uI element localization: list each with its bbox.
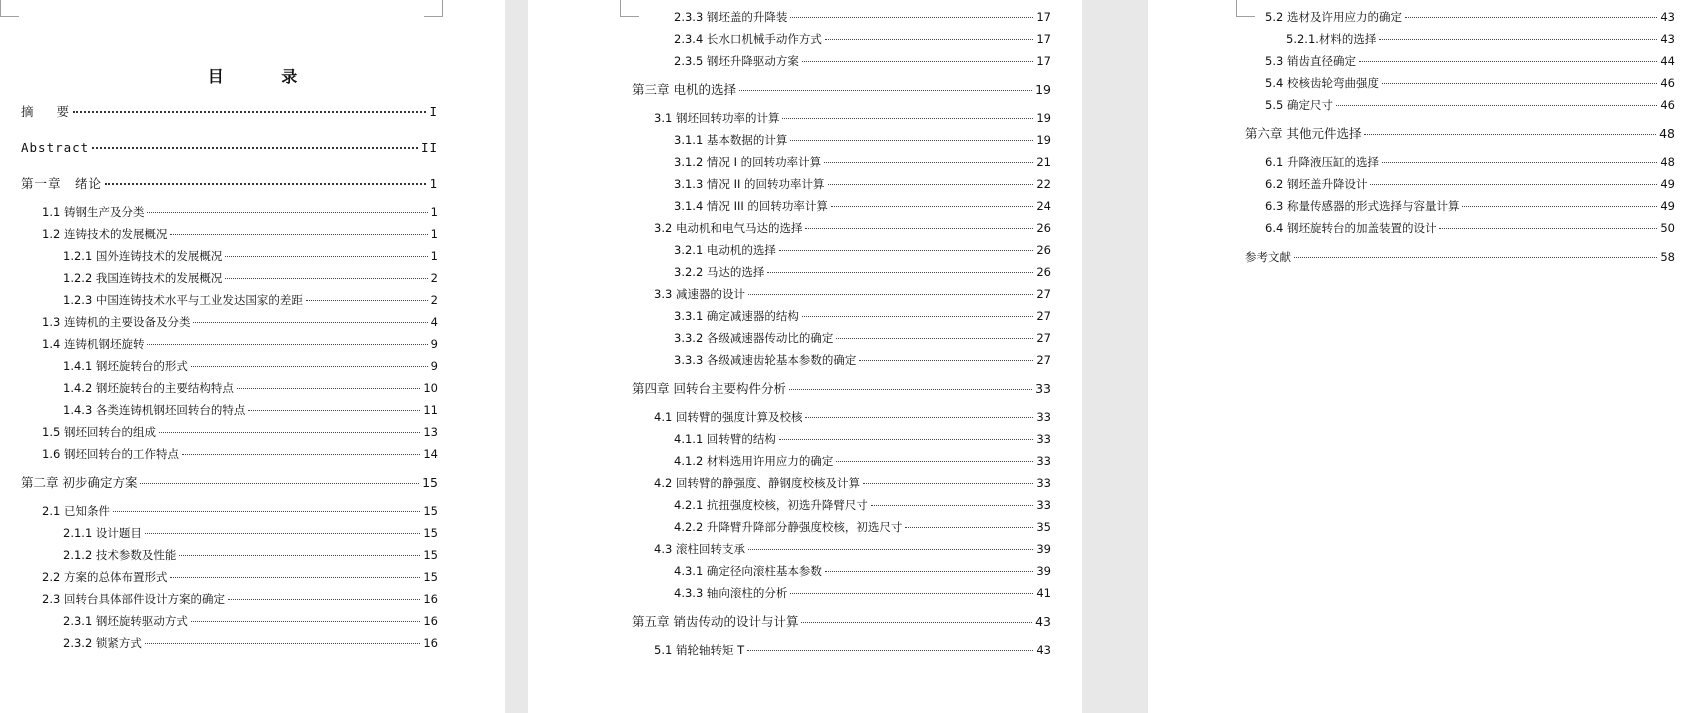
toc-entry-label: 2.3.4 长水口机械手动作方式 — [674, 32, 822, 46]
margin-corner-mark — [1236, 0, 1255, 17]
toc-entry[interactable] — [632, 82, 1051, 98]
toc-entry[interactable] — [674, 176, 1051, 192]
margin-corner-mark — [424, 0, 443, 17]
toc-dot-leader — [147, 212, 427, 213]
toc-dot-leader — [779, 250, 1033, 251]
toc-entry-label: 4.2.2 升降臂升降部分静强度校核，初选尺寸 — [674, 520, 903, 534]
toc-page-number: 27 — [1036, 287, 1051, 301]
toc-dot-leader — [1439, 228, 1657, 229]
toc-page-number: 35 — [1036, 520, 1051, 534]
toc-entry-label: 3.3 减速器的设计 — [654, 287, 745, 301]
toc-entry-label: 第四章 回转台主要构件分析 — [632, 381, 786, 396]
toc-page-number: 49 — [1660, 177, 1675, 191]
toc-dot-leader — [825, 39, 1033, 40]
toc-entry[interactable] — [1265, 220, 1675, 236]
toc-entry-label: 第二章 初步确定方案 — [21, 475, 138, 490]
toc-entry[interactable] — [1265, 198, 1675, 214]
toc-entry-label: 4.1.1 回转臂的结构 — [674, 432, 776, 446]
margin-corner-mark — [0, 0, 19, 17]
toc-page-number: 15 — [423, 548, 438, 562]
toc-entry[interactable] — [654, 110, 1051, 126]
toc-entry-label: 1.2.3 中国连铸技术水平与工业发达国家的差距 — [63, 293, 303, 307]
toc-entry-label: 1.4.1 钢坯旋转台的形式 — [63, 359, 188, 373]
toc-page-number: 26 — [1036, 265, 1051, 279]
toc-entry-label: 6.3 称量传感器的形式选择与容量计算 — [1265, 199, 1460, 213]
toc-entry-label: 2.3.5 钢坯升降驱动方案 — [674, 54, 799, 68]
toc-page-number: 15 — [423, 504, 438, 518]
toc-entry[interactable] — [674, 31, 1051, 47]
toc-page-number: 39 — [1036, 542, 1051, 556]
toc-page-number: 10 — [423, 381, 438, 395]
toc-page-number: 1 — [429, 176, 438, 191]
toc-page-number: 27 — [1036, 309, 1051, 323]
toc-page-number: 33 — [1036, 476, 1051, 490]
toc-dot-leader — [831, 206, 1033, 207]
toc-entry-label: 1.2.2 我国连铸技术的发展概况 — [63, 271, 223, 285]
toc-dot-leader — [1462, 206, 1657, 207]
toc-entry-label: 4.1 回转臂的强度计算及校核 — [654, 410, 803, 424]
toc-page-number: 33 — [1036, 410, 1051, 424]
toc-entry[interactable] — [674, 330, 1051, 346]
toc-dot-leader — [863, 483, 1033, 484]
toc-dot-leader — [193, 322, 427, 323]
toc-entry-label: 3.1.2 情况 I 的回转功率计算 — [674, 155, 822, 169]
toc-page-number: 2 — [430, 271, 438, 285]
toc-page-number: 16 — [423, 592, 438, 606]
toc-page-number: 41 — [1036, 586, 1051, 600]
toc-entry[interactable] — [1265, 53, 1675, 69]
toc-entry-label: 3.1.3 情况 II 的回转功率计算 — [674, 177, 825, 191]
toc-entry-label: 第六章 其他元件选择 — [1245, 126, 1362, 141]
toc-entry[interactable] — [42, 424, 438, 440]
toc-entry[interactable] — [654, 409, 1051, 425]
toc-entry[interactable] — [1265, 97, 1675, 113]
toc-page-number: 17 — [1036, 54, 1051, 68]
toc-entry-label: Abstract — [21, 140, 90, 155]
toc-entry-label: 2.1.1 设计题目 — [63, 526, 142, 540]
toc-entry-label: 3.2 电动机和电气马达的选择 — [654, 221, 803, 235]
toc-page-number: 33 — [1036, 498, 1051, 512]
toc-dot-leader — [825, 571, 1033, 572]
toc-page-number: 11 — [423, 403, 438, 417]
toc-page-number: 43 — [1036, 643, 1051, 657]
toc-entry[interactable] — [21, 104, 438, 120]
toc-page-number: 9 — [430, 359, 438, 373]
toc-entry[interactable] — [632, 614, 1051, 630]
toc-page-number: 26 — [1036, 221, 1051, 235]
toc-entry-label: 3.2.2 马达的选择 — [674, 265, 765, 279]
toc-dot-leader — [105, 183, 426, 185]
toc-entry[interactable] — [654, 642, 1051, 658]
toc-entry-label: 3.3.2 各级减速器传动比的确定 — [674, 331, 834, 345]
toc-page-number: 22 — [1036, 177, 1051, 191]
toc-dot-leader — [159, 432, 420, 433]
toc-entry[interactable] — [42, 591, 438, 607]
toc-entry[interactable] — [63, 358, 438, 374]
toc-entry[interactable] — [42, 336, 438, 352]
toc-entry-label: 1.5 钢坯回转台的组成 — [42, 425, 156, 439]
toc-entry[interactable] — [1245, 126, 1675, 142]
toc-dot-leader — [748, 549, 1033, 550]
toc-page-number: 39 — [1036, 564, 1051, 578]
toc-entry[interactable] — [63, 248, 438, 264]
toc-entry[interactable] — [674, 264, 1051, 280]
toc-entry[interactable] — [654, 286, 1051, 302]
toc-entry[interactable] — [21, 140, 438, 156]
toc-page-number: 43 — [1660, 10, 1675, 24]
toc-entry[interactable] — [674, 154, 1051, 170]
toc-entry-label: 4.1.2 材料选用许用应力的确定 — [674, 454, 834, 468]
toc-entry[interactable] — [674, 9, 1051, 25]
toc-dot-leader — [306, 300, 428, 301]
toc-page-number: 46 — [1660, 76, 1675, 90]
toc-entry-label: 4.3.1 确定径向滚柱基本参数 — [674, 564, 822, 578]
toc-entry[interactable] — [42, 446, 438, 462]
toc-page-number: 15 — [422, 475, 438, 490]
toc-page-number: 58 — [1660, 250, 1675, 264]
toc-dot-leader — [859, 360, 1033, 361]
toc-entry[interactable] — [674, 132, 1051, 148]
toc-dot-leader — [805, 228, 1033, 229]
toc-entry[interactable] — [42, 226, 438, 242]
toc-entry[interactable] — [654, 541, 1051, 557]
toc-entry-label: 3.3.3 各级减速齿轮基本参数的确定 — [674, 353, 857, 367]
toc-entry-label: 4.3.3 轴向滚柱的分析 — [674, 586, 788, 600]
toc-entry[interactable] — [674, 497, 1051, 513]
toc-entry[interactable] — [1286, 31, 1675, 47]
toc-page-number: 46 — [1660, 98, 1675, 112]
toc-entry[interactable] — [1265, 154, 1675, 170]
toc-entry-label: 1.6 钢坯回转台的工作特点 — [42, 447, 179, 461]
toc-entry-label: 第一章 绪论 — [21, 176, 103, 191]
toc-entry[interactable] — [654, 220, 1051, 236]
document-page-3 — [1148, 0, 1687, 713]
toc-dot-leader — [782, 118, 1033, 119]
toc-page-number: 43 — [1660, 32, 1675, 46]
toc-entry[interactable] — [63, 547, 438, 563]
toc-dot-leader — [871, 505, 1033, 506]
toc-page-number: 19 — [1036, 111, 1051, 125]
toc-page-number: 16 — [423, 636, 438, 650]
toc-dot-leader — [170, 577, 420, 578]
toc-entry[interactable] — [632, 381, 1051, 397]
toc-entry-label: 5.2.1.材料的选择 — [1286, 32, 1377, 46]
toc-entry-label: 3.1 钢坯回转功率的计算 — [654, 111, 780, 125]
toc-entry-label: 2.3.1 钢坯旋转驱动方式 — [63, 614, 188, 628]
toc-dot-leader — [92, 147, 418, 149]
toc-dot-leader — [73, 111, 426, 113]
toc-entry-label: 1.2 连铸技术的发展概况 — [42, 227, 168, 241]
toc-dot-leader — [191, 366, 428, 367]
toc-entry[interactable] — [1245, 249, 1675, 265]
toc-dot-leader — [237, 388, 420, 389]
toc-page-number: 33 — [1035, 381, 1051, 396]
toc-dot-leader — [1382, 162, 1657, 163]
toc-entry-label: 第五章 销齿传动的设计与计算 — [632, 614, 799, 629]
toc-dot-leader — [1370, 184, 1657, 185]
toc-dot-leader — [145, 533, 420, 534]
toc-entry-label: 5.5 确定尺寸 — [1265, 98, 1333, 112]
toc-entry[interactable] — [674, 519, 1051, 535]
toc-dot-leader — [805, 417, 1033, 418]
toc-dot-leader — [145, 643, 420, 644]
toc-entry-label: 4.2.1 抗扭强度校核，初选升降臂尺寸 — [674, 498, 868, 512]
toc-entry-label: 摘 要 — [21, 104, 71, 119]
toc-page-number: 33 — [1036, 432, 1051, 446]
toc-page-number: 9 — [430, 337, 438, 351]
toc-page-number: 14 — [423, 447, 438, 461]
toc-dot-leader — [191, 621, 420, 622]
toc-entry-label: 4.3 滚柱回转支承 — [654, 542, 745, 556]
toc-page-number: 4 — [430, 315, 438, 329]
document-page-1 — [0, 0, 505, 713]
toc-entry-label: 2.1 已知条件 — [42, 504, 110, 518]
toc-entry[interactable] — [1265, 9, 1675, 25]
toc-dot-leader — [790, 140, 1033, 141]
toc-entry-label: 5.1 销轮轴转矩 T — [654, 643, 745, 657]
toc-entry[interactable] — [63, 380, 438, 396]
toc-page-number: 21 — [1036, 155, 1051, 169]
toc-entry[interactable] — [42, 503, 438, 519]
toc-page-number: 48 — [1660, 155, 1675, 169]
toc-entry-label: 5.3 销齿直径确定 — [1265, 54, 1356, 68]
toc-entry[interactable] — [674, 431, 1051, 447]
toc-dot-leader — [836, 461, 1033, 462]
toc-dot-leader — [802, 316, 1033, 317]
toc-entry[interactable] — [63, 613, 438, 629]
toc-entry-label: 6.1 升降液压缸的选择 — [1265, 155, 1379, 169]
toc-dot-leader — [779, 439, 1033, 440]
toc-entry[interactable] — [674, 198, 1051, 214]
toc-entry-label: 5.4 校核齿轮弯曲强度 — [1265, 76, 1379, 90]
margin-corner-mark — [620, 0, 639, 17]
toc-dot-leader — [789, 389, 1032, 390]
toc-page-number: 1 — [430, 227, 438, 241]
toc-dot-leader — [182, 454, 420, 455]
toc-title: 目 录 — [207, 67, 324, 86]
toc-entry[interactable] — [21, 475, 438, 491]
toc-entry-label: 6.2 钢坯盖升降设计 — [1265, 177, 1368, 191]
toc-entry-label: 1.4.2 钢坯旋转台的主要结构特点 — [63, 381, 234, 395]
toc-page-number: 26 — [1036, 243, 1051, 257]
toc-entry-label: 2.2 方案的总体布置形式 — [42, 570, 168, 584]
toc-dot-leader — [836, 338, 1033, 339]
toc-entry-label: 第三章 电机的选择 — [632, 82, 736, 97]
toc-dot-leader — [1294, 257, 1657, 258]
toc-entry-label: 参考文献 — [1245, 250, 1291, 264]
toc-dot-leader — [248, 410, 420, 411]
toc-page-number: 48 — [1659, 126, 1675, 141]
toc-dot-leader — [1336, 105, 1657, 106]
toc-page-number: 33 — [1036, 454, 1051, 468]
toc-entry[interactable] — [42, 569, 438, 585]
toc-entry-label: 1.4 连铸机钢坯旋转 — [42, 337, 145, 351]
toc-dot-leader — [140, 483, 419, 484]
toc-page-number: 17 — [1036, 10, 1051, 24]
toc-dot-leader — [113, 511, 420, 512]
toc-page-number: 1 — [430, 205, 438, 219]
toc-entry[interactable] — [674, 242, 1051, 258]
toc-dot-leader — [801, 622, 1032, 623]
toc-dot-leader — [828, 184, 1034, 185]
toc-page-number: 15 — [423, 570, 438, 584]
toc-entry[interactable] — [674, 585, 1051, 601]
toc-entry-label: 2.1.2 技术参数及性能 — [63, 548, 177, 562]
toc-page-number: 24 — [1036, 199, 1051, 213]
toc-entry[interactable] — [21, 176, 438, 192]
toc-dot-leader — [748, 294, 1033, 295]
toc-entry-label: 1.2.1 国外连铸技术的发展概况 — [63, 249, 223, 263]
toc-page-number: 50 — [1660, 221, 1675, 235]
toc-entry-label: 2.3 回转台具体部件设计方案的确定 — [42, 592, 225, 606]
toc-dot-leader — [824, 162, 1033, 163]
toc-dot-leader — [1405, 17, 1657, 18]
toc-entry[interactable] — [63, 270, 438, 286]
toc-entry-label: 1.4.3 各类连铸机钢坯回转台的特点 — [63, 403, 246, 417]
toc-dot-leader — [905, 527, 1033, 528]
toc-page-number: 16 — [423, 614, 438, 628]
toc-dot-leader — [1379, 39, 1657, 40]
toc-dot-leader — [790, 17, 1033, 18]
toc-entry[interactable] — [42, 204, 438, 220]
toc-page-number: 15 — [423, 526, 438, 540]
toc-entry[interactable] — [1265, 75, 1675, 91]
toc-entry[interactable] — [674, 563, 1051, 579]
toc-entry[interactable] — [1265, 176, 1675, 192]
toc-page-number: 27 — [1036, 353, 1051, 367]
toc-entry-label: 5.2 选材及许用应力的确定 — [1265, 10, 1402, 24]
toc-entry-label: 4.2 回转臂的静强度、静钢度校核及计算 — [654, 476, 860, 490]
toc-entry-label: 2.3.3 钢坯盖的升降装 — [674, 10, 788, 24]
toc-entry[interactable] — [63, 635, 438, 651]
toc-entry-label: 2.3.2 锁紧方式 — [63, 636, 142, 650]
toc-entry[interactable] — [654, 475, 1051, 491]
toc-page-number: 27 — [1036, 331, 1051, 345]
toc-entry[interactable] — [63, 402, 438, 418]
toc-dot-leader — [225, 278, 427, 279]
toc-page-number: II — [420, 140, 438, 155]
toc-entry-label: 3.1.4 情况 III 的回转功率计算 — [674, 199, 828, 213]
toc-entry[interactable] — [674, 453, 1051, 469]
toc-entry[interactable] — [63, 525, 438, 541]
toc-dot-leader — [802, 61, 1033, 62]
toc-entry-label: 3.1.1 基本数据的计算 — [674, 133, 788, 147]
toc-dot-leader — [790, 593, 1033, 594]
toc-entry[interactable] — [674, 53, 1051, 69]
toc-entry-label: 3.2.1 电动机的选择 — [674, 243, 776, 257]
toc-page-number: 2 — [430, 293, 438, 307]
toc-dot-leader — [1359, 61, 1657, 62]
toc-dot-leader — [179, 555, 420, 556]
toc-page-number: I — [429, 104, 438, 119]
toc-entry[interactable] — [42, 314, 438, 330]
toc-dot-leader — [170, 234, 427, 235]
toc-page-number: 44 — [1660, 54, 1675, 68]
toc-page-number: 1 — [430, 249, 438, 263]
toc-entry[interactable] — [63, 292, 438, 308]
toc-dot-leader — [739, 90, 1032, 91]
toc-page-number: 17 — [1036, 32, 1051, 46]
toc-dot-leader — [1382, 83, 1657, 84]
toc-dot-leader — [767, 272, 1033, 273]
toc-dot-leader — [228, 599, 420, 600]
toc-entry-label: 1.3 连铸机的主要设备及分类 — [42, 315, 191, 329]
toc-entry[interactable] — [674, 352, 1051, 368]
toc-page-number: 19 — [1035, 82, 1051, 97]
toc-page-number: 43 — [1035, 614, 1051, 629]
toc-page-number: 19 — [1036, 133, 1051, 147]
toc-dot-leader — [225, 256, 427, 257]
toc-dot-leader — [1364, 134, 1656, 135]
toc-dot-leader — [747, 650, 1033, 651]
toc-entry-label: 6.4 钢坯旋转台的加盖装置的设计 — [1265, 221, 1437, 235]
document-page-2 — [528, 0, 1082, 713]
toc-entry-label: 3.3.1 确定减速器的结构 — [674, 309, 799, 323]
toc-entry[interactable] — [674, 308, 1051, 324]
toc-entry-label: 1.1 铸钢生产及分类 — [42, 205, 145, 219]
toc-page-number: 13 — [423, 425, 438, 439]
toc-page-number: 49 — [1660, 199, 1675, 213]
toc-dot-leader — [147, 344, 427, 345]
